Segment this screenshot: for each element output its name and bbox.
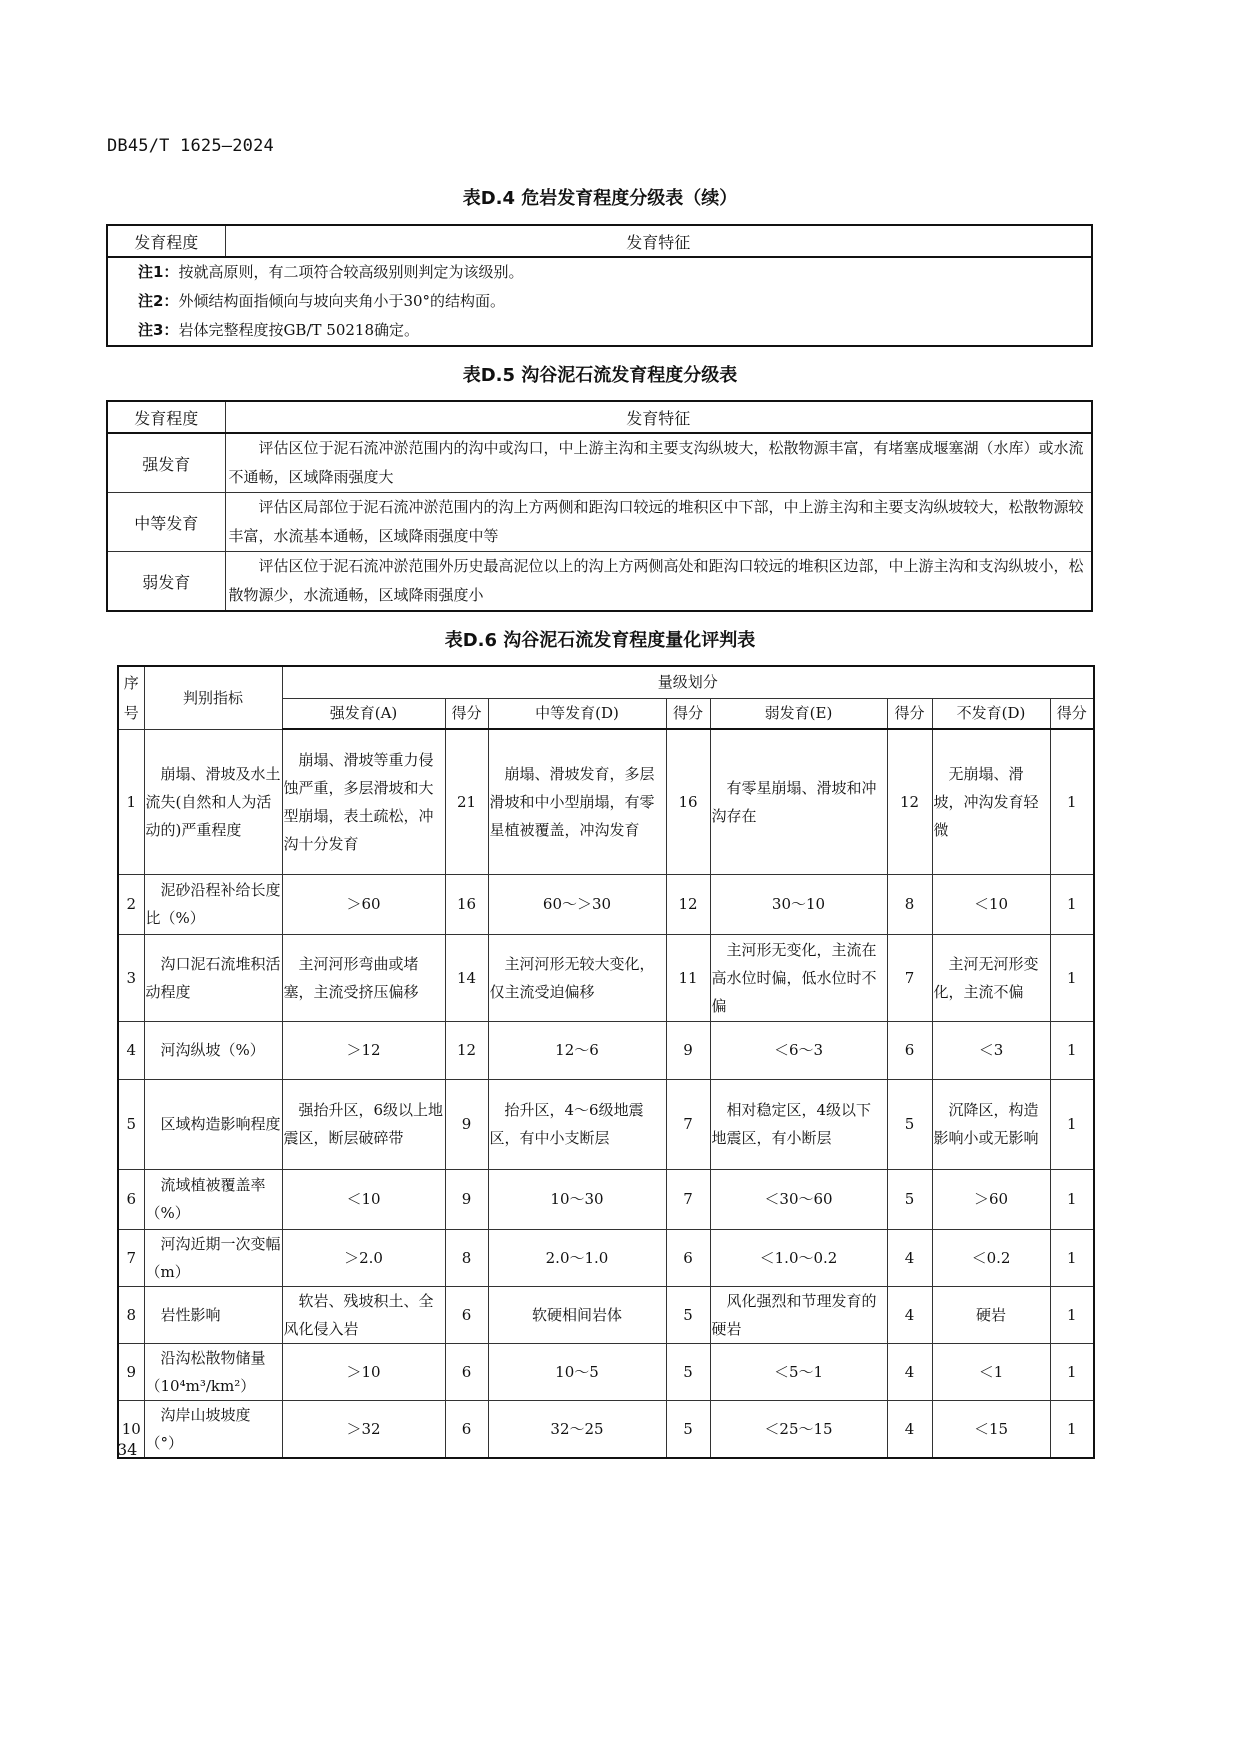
- weak-score: 4: [887, 1286, 932, 1343]
- column-header: 发育程度: [107, 225, 225, 257]
- seq-cell: 6: [118, 1169, 144, 1229]
- notes-row: [107, 257, 1092, 346]
- group-header: 量级划分: [282, 666, 1094, 698]
- strong-cell: ＞10: [282, 1343, 445, 1400]
- seq-cell: 5: [118, 1079, 144, 1169]
- indicator-cell: 流域植被覆盖率（%）: [144, 1169, 282, 1229]
- medium-cell: 60～＞30: [488, 874, 666, 934]
- strong-cell: ＞60: [282, 874, 445, 934]
- medium-cell: 12～6: [488, 1021, 666, 1079]
- none-score: 1: [1050, 1021, 1094, 1079]
- desc-cell: 评估区位于泥石流冲淤范围内的沟中或沟口，中上游主沟和主要支沟纵坡大，松散物源丰富，有堵塞成堰塞湖（水库）或水流不通畅，区域降雨强度大: [225, 433, 1092, 493]
- standard-id: DB45/T 1625—2024: [107, 136, 274, 156]
- none-score: 1: [1050, 1343, 1094, 1400]
- column-header: 得分: [666, 698, 710, 729]
- indicator-cell: 沿沟松散物储量（10⁴m³/km²）: [144, 1343, 282, 1400]
- note-item: 注2：外倾结构面指倾向与坡向夹角小于30°的结构面。: [138, 292, 506, 310]
- medium-score: 11: [666, 934, 710, 1021]
- seq-cell: 4: [118, 1021, 144, 1079]
- desc-cell: 评估区位于泥石流冲淤范围外历史最高泥位以上的沟上方两侧高处和距沟口较远的堆积区边部，中上游主沟和支沟纵坡小，松散物源少，水流通畅，区域降雨强度小: [225, 552, 1092, 612]
- table-row: [107, 433, 1092, 493]
- table-row: [118, 1169, 1094, 1229]
- indicator-cell: 沟口泥石流堆积活动程度: [144, 934, 282, 1021]
- page-number: 34: [117, 1440, 138, 1459]
- table-row: [118, 1021, 1094, 1079]
- none-score: 1: [1050, 1079, 1094, 1169]
- table-row: [118, 934, 1094, 1021]
- weak-score: 4: [887, 1343, 932, 1400]
- table-row: [107, 552, 1092, 612]
- table-row: [118, 729, 1094, 874]
- weak-cell: ＜6～3: [710, 1021, 887, 1079]
- indicator-cell: 崩塌、滑坡及水土流失(自然和人为活动的)严重程度: [144, 729, 282, 874]
- table-row: [107, 493, 1092, 552]
- strong-cell: ＞2.0: [282, 1229, 445, 1286]
- strong-cell: ＞12: [282, 1021, 445, 1079]
- table-row: [118, 1343, 1094, 1400]
- table-row: [118, 874, 1094, 934]
- indicator-cell: 岩性影响: [144, 1286, 282, 1343]
- table-d6-caption: 表D.6 沟谷泥石流发育程度量化评判表: [444, 630, 756, 651]
- table-row: [118, 1079, 1094, 1169]
- table-d4: [106, 224, 1093, 347]
- note-item: 注3：岩体完整程度按GB/T 50218确定。: [138, 321, 419, 339]
- strong-score: 9: [445, 1079, 488, 1169]
- weak-cell: ＜5～1: [710, 1343, 887, 1400]
- none-cell: ＜15: [932, 1400, 1050, 1458]
- seq-cell: 2: [118, 874, 144, 934]
- indicator-cell: 区域构造影响程度: [144, 1079, 282, 1169]
- weak-score: 4: [887, 1400, 932, 1458]
- weak-cell: 有零星崩塌、滑坡和冲沟存在: [710, 729, 887, 874]
- strong-score: 14: [445, 934, 488, 1021]
- column-header: 发育特征: [225, 225, 1092, 257]
- none-cell: ＜0.2: [932, 1229, 1050, 1286]
- medium-score: 5: [666, 1400, 710, 1458]
- none-score: 1: [1050, 1169, 1094, 1229]
- indicator-cell: 泥砂沿程补给长度比（%）: [144, 874, 282, 934]
- medium-cell: 10～5: [488, 1343, 666, 1400]
- column-header: 得分: [1050, 698, 1094, 729]
- strong-cell: 主河河形弯曲或堵塞，主流受挤压偏移: [282, 934, 445, 1021]
- seq-cell: 7: [118, 1229, 144, 1286]
- medium-cell: 主河河形无较大变化，仅主流受迫偏移: [488, 934, 666, 1021]
- none-cell: ＞60: [932, 1169, 1050, 1229]
- table-header-row: [107, 401, 1092, 433]
- medium-score: 5: [666, 1286, 710, 1343]
- none-score: 1: [1050, 1400, 1094, 1458]
- seq-cell: 8: [118, 1286, 144, 1343]
- column-header: 中等发育(D): [488, 698, 666, 729]
- column-header: 不发育(D): [932, 698, 1050, 729]
- strong-cell: ＜10: [282, 1169, 445, 1229]
- seq-cell: 3: [118, 934, 144, 1021]
- medium-cell: 抬升区，4～6级地震区，有中小支断层: [488, 1079, 666, 1169]
- weak-score: 5: [887, 1079, 932, 1169]
- table-d4-caption: 表D.4 危岩发育程度分级表（续）: [462, 188, 738, 209]
- weak-cell: 30～10: [710, 874, 887, 934]
- seq-header: 序号: [118, 666, 144, 729]
- none-score: 1: [1050, 934, 1094, 1021]
- medium-cell: 软硬相间岩体: [488, 1286, 666, 1343]
- table-row: [118, 1229, 1094, 1286]
- none-cell: 沉降区，构造影响小或无影响: [932, 1079, 1050, 1169]
- medium-cell: 2.0～1.0: [488, 1229, 666, 1286]
- seq-cell: 10: [118, 1400, 144, 1458]
- strong-score: 21: [445, 729, 488, 874]
- medium-score: 7: [666, 1169, 710, 1229]
- table-body: [118, 729, 1094, 1458]
- column-header: 强发育(A): [282, 698, 445, 729]
- none-score: 1: [1050, 874, 1094, 934]
- table-header-row: [107, 225, 1092, 257]
- weak-score: 4: [887, 1229, 932, 1286]
- weak-cell: ＜30～60: [710, 1169, 887, 1229]
- strong-cell: 崩塌、滑坡等重力侵蚀严重，多层滑坡和大型崩塌，表土疏松，冲沟十分发育: [282, 729, 445, 874]
- table-row: [118, 1400, 1094, 1458]
- weak-score: 12: [887, 729, 932, 874]
- strong-score: 6: [445, 1286, 488, 1343]
- table-header-row: [118, 666, 1094, 698]
- level-cell: 中等发育: [107, 493, 225, 552]
- strong-score: 12: [445, 1021, 488, 1079]
- weak-cell: 主河形无变化，主流在高水位时偏，低水位时不偏: [710, 934, 887, 1021]
- none-cell: 硬岩: [932, 1286, 1050, 1343]
- strong-cell: 强抬升区，6级以上地震区，断层破碎带: [282, 1079, 445, 1169]
- strong-cell: 软岩、残坡积土、全风化侵入岩: [282, 1286, 445, 1343]
- none-score: 1: [1050, 1286, 1094, 1343]
- medium-cell: 崩塌、滑坡发育，多层滑坡和中小型崩塌，有零星植被覆盖，冲沟发育: [488, 729, 666, 874]
- strong-cell: ＞32: [282, 1400, 445, 1458]
- none-cell: 主河无河形变化，主流不偏: [932, 934, 1050, 1021]
- indicator-header: 判别指标: [144, 666, 282, 729]
- table-row: [118, 1286, 1094, 1343]
- seq-cell: 9: [118, 1343, 144, 1400]
- column-header: 弱发育(E): [710, 698, 887, 729]
- medium-score: 5: [666, 1343, 710, 1400]
- strong-score: 8: [445, 1229, 488, 1286]
- weak-score: 7: [887, 934, 932, 1021]
- note-item: 注1：按就高原则，有二项符合较高级别则判定为该级别。: [138, 263, 524, 281]
- strong-score: 6: [445, 1400, 488, 1458]
- medium-cell: 10～30: [488, 1169, 666, 1229]
- weak-cell: ＜1.0～0.2: [710, 1229, 887, 1286]
- indicator-cell: 河沟近期一次变幅（m）: [144, 1229, 282, 1286]
- medium-score: 6: [666, 1229, 710, 1286]
- weak-cell: ＜25～15: [710, 1400, 887, 1458]
- strong-score: 16: [445, 874, 488, 934]
- indicator-cell: 河沟纵坡（%）: [144, 1021, 282, 1079]
- weak-score: 8: [887, 874, 932, 934]
- none-score: 1: [1050, 1229, 1094, 1286]
- none-cell: ＜10: [932, 874, 1050, 934]
- none-cell: ＜1: [932, 1343, 1050, 1400]
- desc-cell: 评估区局部位于泥石流冲淤范围内的沟上方两侧和距沟口较远的堆积区中下部，中上游主沟和主要支沟纵坡较大，松散物源较丰富，水流基本通畅，区域降雨强度中等: [225, 493, 1092, 552]
- weak-cell: 相对稳定区，4级以下地震区，有小断层: [710, 1079, 887, 1169]
- seq-cell: 1: [118, 729, 144, 874]
- indicator-cell: 沟岸山坡坡度（°）: [144, 1400, 282, 1458]
- strong-score: 6: [445, 1343, 488, 1400]
- strong-score: 9: [445, 1169, 488, 1229]
- column-header: 发育特征: [225, 401, 1092, 433]
- none-score: 1: [1050, 729, 1094, 874]
- medium-score: 7: [666, 1079, 710, 1169]
- medium-cell: 32～25: [488, 1400, 666, 1458]
- weak-cell: 风化强烈和节理发育的硬岩: [710, 1286, 887, 1343]
- weak-score: 6: [887, 1021, 932, 1079]
- table-d5-caption: 表D.5 沟谷泥石流发育程度分级表: [462, 365, 738, 386]
- table-d5: [106, 400, 1093, 612]
- notes-cell: [107, 257, 1092, 346]
- column-header: 发育程度: [107, 401, 225, 433]
- level-cell: 弱发育: [107, 552, 225, 612]
- medium-score: 12: [666, 874, 710, 934]
- column-header: 得分: [445, 698, 488, 729]
- column-header: 得分: [887, 698, 932, 729]
- medium-score: 9: [666, 1021, 710, 1079]
- medium-score: 16: [666, 729, 710, 874]
- none-cell: ＜3: [932, 1021, 1050, 1079]
- level-cell: 强发育: [107, 433, 225, 493]
- table-d6: [117, 665, 1095, 1459]
- none-cell: 无崩塌、滑坡，冲沟发育轻微: [932, 729, 1050, 874]
- weak-score: 5: [887, 1169, 932, 1229]
